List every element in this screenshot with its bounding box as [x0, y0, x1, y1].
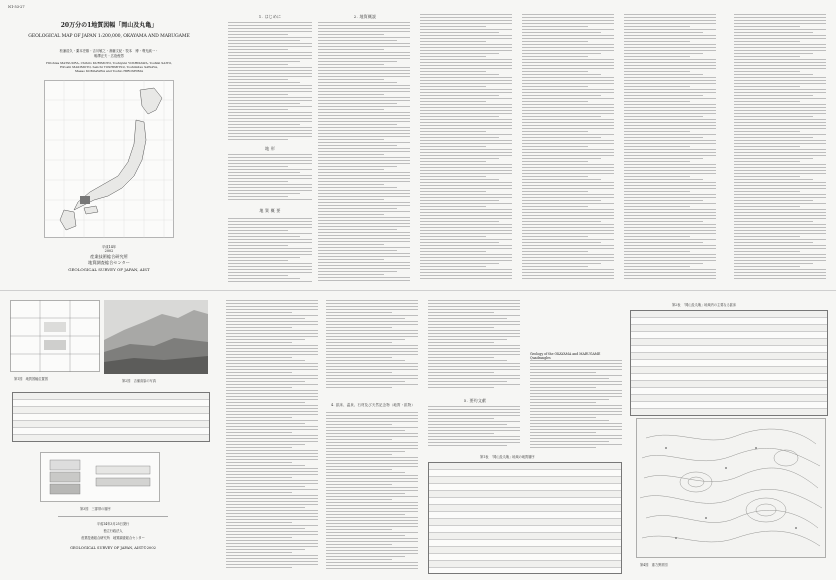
page-title: 20万分の1地質図幅「岡山及丸亀」	[60, 22, 158, 29]
text-column	[228, 218, 312, 284]
colophon-line1: 平成14年3月25日発行	[96, 522, 130, 526]
text-column	[734, 14, 826, 284]
deposits-table	[630, 310, 828, 416]
table1-caption: 第1表 「岡山及丸亀」地域の地質層序	[480, 455, 535, 459]
stratigraphy-figure	[10, 300, 100, 372]
publisher-org1: 産業技術総合研究所	[90, 254, 128, 259]
text-column	[326, 412, 418, 572]
page-code: N1-53-27	[8, 5, 25, 9]
publisher-year: 2002	[104, 249, 114, 253]
section-head-geology: 2. 地質概説	[353, 14, 377, 19]
text-column	[326, 300, 418, 392]
figure3-caption: 第3図 三郡帯の層序	[80, 507, 111, 511]
section-head-intro: 1. はじめに	[258, 14, 282, 19]
text-column	[228, 154, 312, 204]
colophon-box	[58, 516, 168, 573]
text-column	[420, 14, 512, 284]
text-column	[428, 406, 520, 450]
colophon-org-en: GEOLOGICAL SURVEY OF JAPAN, AIST©2002	[70, 546, 156, 550]
colophon-line2: 独立行政法人	[103, 529, 123, 533]
publisher-org-en: GEOLOGICAL SURVEY OF JAPAN, AIST	[68, 267, 150, 272]
section-head-geology-summary: 地 質 概 要	[259, 208, 281, 213]
authors-en-2: Hiroshi MAKIMOTO, Seiichi TOSHIMITSU, Toshimitsu SAWAYA,	[59, 65, 159, 69]
publisher-era: 平成14年	[101, 245, 117, 249]
section-head-resources: 4. 鉱床、温泉、石材及び天然記念物（地質・鉱物）	[331, 403, 415, 407]
text-column	[530, 360, 622, 450]
data-table	[12, 392, 210, 442]
english-abstract-title: Geology of the OKAYAMA and MARUGAME Quadrangles	[530, 352, 601, 360]
section-head-overview: 地 形	[265, 146, 275, 151]
text-column	[624, 14, 716, 284]
page-fold-divider	[0, 290, 836, 291]
authors-jp-2: 駒澤正夫・広島俊男	[94, 54, 124, 58]
publisher-org2: 地質調査総合センター	[88, 260, 130, 265]
figure4-caption: 第4図 重力異常図	[640, 563, 668, 567]
text-column	[228, 22, 312, 142]
authors-en-1: Hirohisa MATSUURA, Chihiro KURIMOTO, Toshiyuki YOSHIKAWA, Yoshiki SAITO,	[46, 61, 172, 65]
figure2-caption: 第2図 吉備高原の写真	[122, 379, 156, 383]
authors-en-3: Masao KOMAZAWA and Toshio HIROSHIMA	[75, 69, 143, 73]
authors-jp-1: 松浦浩久・栗本史雄・吉川敏之・斎藤文紀・牧本 博・利光誠一・	[59, 49, 159, 53]
column-diagram	[40, 452, 160, 502]
text-column	[428, 300, 520, 390]
figure1-caption: 第1図 地質図幅位置図	[14, 377, 48, 381]
index-map-figure	[44, 80, 174, 238]
section-head-references: 5. 要約文献	[463, 398, 487, 403]
colophon-line3: 産業技術総合研究所 地質調査総合センター	[81, 536, 145, 540]
text-column	[522, 14, 614, 284]
text-column	[318, 22, 410, 284]
landscape-photo	[104, 300, 208, 374]
table2-caption: 第2表 「岡山及丸亀」地域内の主要なる鉱床	[672, 303, 737, 307]
stratigraphy-table	[428, 462, 622, 574]
text-column	[226, 300, 318, 572]
gravity-map	[636, 418, 826, 558]
page-title-en: GEOLOGICAL MAP OF JAPAN 1:200,000, OKAYAMA AND MARUGAME	[28, 34, 190, 39]
